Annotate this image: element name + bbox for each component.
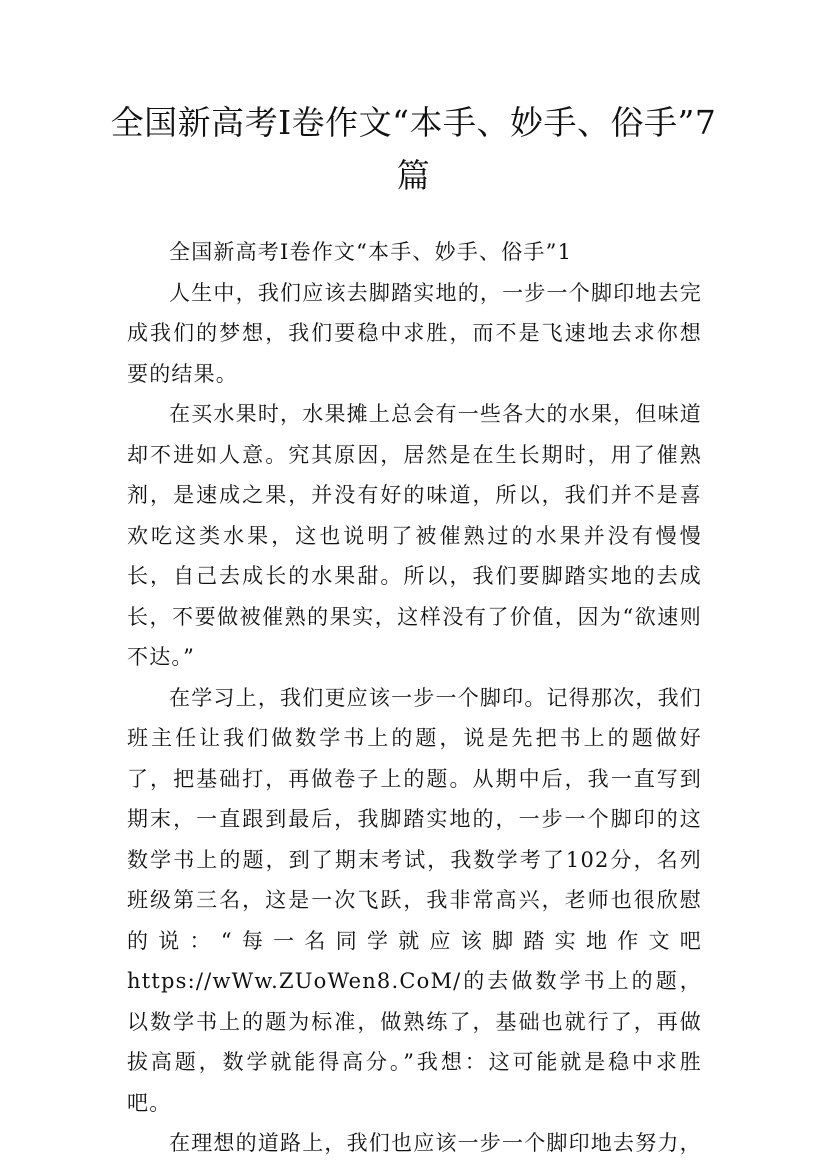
document-body [127,232,702,1164]
essay-subheading: 全国新高考Ⅰ卷作文“本手、妙手、俗手”1 [169,240,573,264]
document-title: 全国新高考Ⅰ卷作文“本手、妙手、俗手”7篇 [110,103,717,195]
paragraph: 在买水果时，水果摊上总会有一些各大的水果，但味道却不进如人意。究其原因，居然是在生长期时，用了催熟剂，是速成之果，并没有好的味道，所以，我们并不是喜欢吃这类水果，这也说明了被催熟过的水果并没有慢慢长，自己去成长的水果甜。所以，我们要脚踏实地的去成长，不要做被催熟的果实，这样没有了价值，因为“欲速则不达。” [127,402,702,669]
paragraph: 在理想的道路上，我们也应该一步一个脚印地去努力， [169,1131,702,1155]
paragraph: 人生中，我们应该去脚踏实地的，一步一个脚印地去完成我们的梦想，我们要稳中求胜，而不是飞速地去求你想要的结果。 [127,280,702,386]
paragraph: 在学习上，我们更应该一步一个脚印。记得那次，我们班主任让我们做数学书上的题，说是先把书上的题做好了，把基础打，再做卷子上的题。从期中后，我一直写到期末，一直跟到最后，我脚踏实地的，一步一个脚印的这数学书上的题，到了期末考试，我数学考了102分，名列班级第三名，这是一次飞跃，我非常高兴，老师也很欣慰的说：“每一名同学就应该脚踏实地作文吧https://wWw.ZUoWen8.CoM/的去做数学书上的题，以数学书上的题为标准，做熟练了，基础也就行了，再做拔高题，数学就能得高分。”我想：这可能就是稳中求胜吧。 [127,685,702,1115]
